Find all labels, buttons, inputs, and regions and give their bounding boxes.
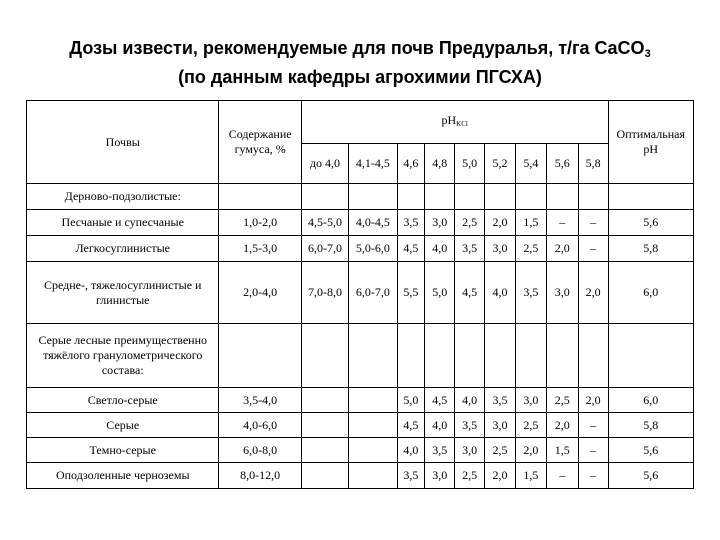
group-label: Серые лесные преимущественно тяжёлого гранулометрического состава: xyxy=(27,324,219,388)
table-row xyxy=(27,413,694,438)
dose-value xyxy=(301,463,348,489)
empty-cell xyxy=(455,184,485,210)
title-subscript: 3 xyxy=(644,48,651,60)
header-ph xyxy=(301,101,608,144)
humus-value: 6,0-8,0 xyxy=(219,438,301,463)
soil-name: Средне-, тяжелосуглинистые и глинистые xyxy=(27,262,219,324)
humus-value: 1,5-3,0 xyxy=(219,236,301,262)
optimal-ph-value: 5,8 xyxy=(608,236,694,262)
soil-name: Легкосуглинистые xyxy=(27,236,219,262)
table-row xyxy=(27,438,694,463)
dose-value: 3,5 xyxy=(397,463,425,489)
table-row xyxy=(27,388,694,413)
dose-value: 3,0 xyxy=(425,210,455,236)
empty-cell xyxy=(425,324,455,388)
empty-cell xyxy=(455,324,485,388)
dose-value: 2,5 xyxy=(455,463,485,489)
empty-cell xyxy=(425,184,455,210)
table-row xyxy=(27,463,694,489)
dose-value: 2,0 xyxy=(578,262,608,324)
humus-value: 1,0-2,0 xyxy=(219,210,301,236)
empty-cell xyxy=(219,184,301,210)
dose-value: 2,5 xyxy=(485,438,516,463)
dose-value: 3,0 xyxy=(455,438,485,463)
header-ph-col: 4,8 xyxy=(425,144,455,184)
optimal-ph-value: 5,6 xyxy=(608,463,694,489)
dose-value: 3,5 xyxy=(397,210,425,236)
dose-value: 3,0 xyxy=(485,413,516,438)
dose-value xyxy=(349,413,397,438)
humus-value: 4,0-6,0 xyxy=(219,413,301,438)
lime-doses-table xyxy=(26,100,694,489)
header-ph-sub: KCl xyxy=(456,119,468,128)
dose-value xyxy=(349,438,397,463)
optimal-ph-value: 5,8 xyxy=(608,413,694,438)
optimal-ph-value: 6,0 xyxy=(608,262,694,324)
humus-value: 2,0-4,0 xyxy=(219,262,301,324)
header-ph-col: до 4,0 xyxy=(301,144,348,184)
header-ph-col: 4,1-4,5 xyxy=(349,144,397,184)
soil-name: Песчаные и супесчаные xyxy=(27,210,219,236)
header-ph-col: 5,6 xyxy=(546,144,578,184)
table-row xyxy=(27,210,694,236)
empty-cell xyxy=(578,184,608,210)
dose-value: 6,0-7,0 xyxy=(301,236,348,262)
dose-value xyxy=(349,463,397,489)
dose-value: 5,0 xyxy=(425,262,455,324)
dose-value: – xyxy=(578,438,608,463)
empty-cell xyxy=(397,324,425,388)
dose-value: 1,5 xyxy=(515,463,546,489)
header-row-1 xyxy=(27,101,694,144)
dose-value: 2,0 xyxy=(485,463,516,489)
dose-value: 2,5 xyxy=(455,210,485,236)
dose-value: 4,5-5,0 xyxy=(301,210,348,236)
table-row xyxy=(27,262,694,324)
dose-value: 1,5 xyxy=(546,438,578,463)
dose-value: 4,5 xyxy=(397,413,425,438)
empty-cell xyxy=(546,184,578,210)
empty-cell xyxy=(608,324,694,388)
dose-value: 3,0 xyxy=(546,262,578,324)
dose-value: 4,0 xyxy=(455,388,485,413)
empty-cell xyxy=(349,184,397,210)
dose-value xyxy=(301,438,348,463)
empty-cell xyxy=(397,184,425,210)
table-body xyxy=(27,101,694,489)
dose-value: 3,0 xyxy=(485,236,516,262)
dose-value: 2,0 xyxy=(546,413,578,438)
dose-value: 2,5 xyxy=(515,236,546,262)
dose-value: – xyxy=(578,210,608,236)
empty-cell xyxy=(578,324,608,388)
dose-value: 3,5 xyxy=(515,262,546,324)
dose-value: 3,5 xyxy=(425,438,455,463)
dose-value: – xyxy=(546,210,578,236)
optimal-ph-value: 6,0 xyxy=(608,388,694,413)
empty-cell xyxy=(515,184,546,210)
dose-value: 2,5 xyxy=(546,388,578,413)
empty-cell xyxy=(301,324,348,388)
header-soils: Почвы xyxy=(27,101,219,184)
table-row xyxy=(27,236,694,262)
dose-value: 2,0 xyxy=(515,438,546,463)
dose-value: 3,5 xyxy=(485,388,516,413)
dose-value: 4,0 xyxy=(425,236,455,262)
group-label: Дерново-подзолистые: xyxy=(27,184,219,210)
soil-name: Оподзоленные черноземы xyxy=(27,463,219,489)
dose-value: – xyxy=(578,463,608,489)
dose-value: 4,0 xyxy=(397,438,425,463)
dose-value xyxy=(349,388,397,413)
group-row xyxy=(27,184,694,210)
soil-name: Темно-серые xyxy=(27,438,219,463)
soil-name: Серые xyxy=(27,413,219,438)
header-ph-col: 5,2 xyxy=(485,144,516,184)
empty-cell xyxy=(219,324,301,388)
header-ph-col: 4,6 xyxy=(397,144,425,184)
empty-cell xyxy=(301,184,348,210)
empty-cell xyxy=(485,324,516,388)
optimal-ph-value: 5,6 xyxy=(608,438,694,463)
dose-value xyxy=(301,413,348,438)
title-main-text: Дозы извести, рекомендуемые для почв Предуралья, т/га CaCO xyxy=(69,38,645,58)
dose-value: 3,5 xyxy=(455,413,485,438)
dose-value: 4,0 xyxy=(425,413,455,438)
humus-value: 3,5-4,0 xyxy=(219,388,301,413)
page-title-line2: (по данным кафедры агрохимии ПГСХА) xyxy=(178,67,542,87)
dose-value: 2,0 xyxy=(546,236,578,262)
empty-cell xyxy=(515,324,546,388)
soil-name: Светло-серые xyxy=(27,388,219,413)
dose-value: 5,5 xyxy=(397,262,425,324)
empty-cell xyxy=(546,324,578,388)
dose-value: 4,0 xyxy=(485,262,516,324)
dose-value: 2,5 xyxy=(515,413,546,438)
dose-value: 6,0-7,0 xyxy=(349,262,397,324)
dose-value: 4,5 xyxy=(397,236,425,262)
dose-value: 4,5 xyxy=(425,388,455,413)
empty-cell xyxy=(608,184,694,210)
dose-value: 3,0 xyxy=(425,463,455,489)
optimal-ph-value: 5,6 xyxy=(608,210,694,236)
dose-value: 7,0-8,0 xyxy=(301,262,348,324)
dose-value: 2,0 xyxy=(578,388,608,413)
dose-value: 3,5 xyxy=(455,236,485,262)
dose-value: 3,0 xyxy=(515,388,546,413)
dose-value: 1,5 xyxy=(515,210,546,236)
empty-cell xyxy=(349,324,397,388)
dose-value: – xyxy=(578,236,608,262)
dose-value: – xyxy=(546,463,578,489)
dose-value: 4,0-4,5 xyxy=(349,210,397,236)
dose-value: 5,0-6,0 xyxy=(349,236,397,262)
group-row xyxy=(27,324,694,388)
dose-value: 4,5 xyxy=(455,262,485,324)
dose-value xyxy=(301,388,348,413)
empty-cell xyxy=(485,184,516,210)
header-humus: Содержание гумуса, % xyxy=(219,101,301,184)
dose-value: 5,0 xyxy=(397,388,425,413)
header-ph-col: 5,0 xyxy=(455,144,485,184)
header-ph-col: 5,8 xyxy=(578,144,608,184)
header-ph-main: pH xyxy=(441,112,457,127)
humus-value: 8,0-12,0 xyxy=(219,463,301,489)
header-optimal-ph: Оптимальная pH xyxy=(608,101,694,184)
dose-value: – xyxy=(578,413,608,438)
dose-value: 2,0 xyxy=(485,210,516,236)
page-title-line1 xyxy=(0,38,720,60)
header-ph-col: 5,4 xyxy=(515,144,546,184)
